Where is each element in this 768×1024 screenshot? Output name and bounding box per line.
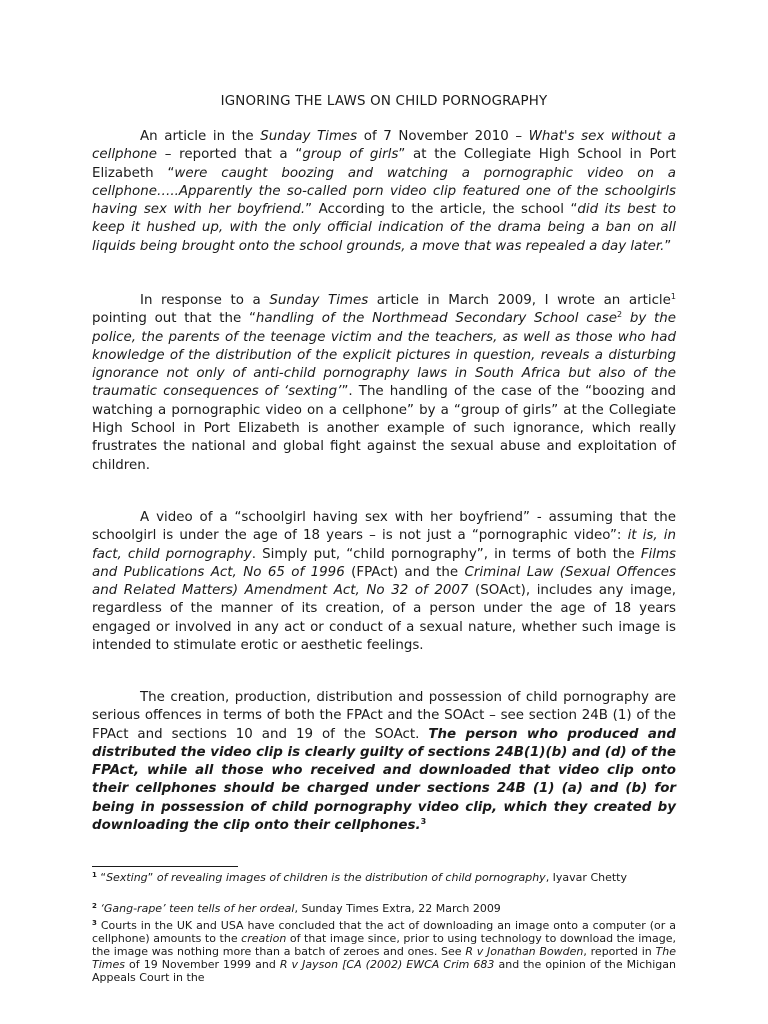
- text-span: ”. The handling of the case of the “boozing and watching a pornographic video on a cellphone” by a “group of girls” at the Collegiate High School in Port Elizabeth is another example of such ignorance, which really frustrates the national and global fight against the sexual abuse and exploitation of children.: [92, 384, 676, 473]
- text-span: , reported in: [583, 945, 656, 958]
- text-span: ” at the Collegiate High School in Port Elizabeth “: [92, 147, 676, 181]
- text-span: did its best to keep it hushed up, with the only official indication of the drama being a ban on all liquids being brought onto the school grounds, a move that was repealed a day later.: [92, 202, 676, 254]
- text-span: pointing out that the “: [92, 311, 256, 327]
- text-span: R v Jonathan Bowden: [465, 945, 584, 958]
- footnote-number: 1: [92, 871, 97, 879]
- text-span: (SOAct), includes any image, regardless of the manner of its creation, of a person under the age of 18 years engaged or involved in any act or conduct of a sexual nature, whether such image is intended to stimulate erotic or aesthetic feelings.: [92, 583, 676, 654]
- text-span: The Times: [92, 945, 676, 971]
- text-span: Sexting: [106, 871, 148, 884]
- footnote-1: [92, 871, 676, 884]
- text-span: ”: [147, 871, 157, 884]
- footnote-ref-2: 2: [617, 310, 623, 320]
- text-span: (FPAct) and the: [344, 564, 465, 580]
- text-span: Criminal Law (Sexual Offences and Related Matters) Amendment Act, No 32 of 2007: [92, 564, 676, 599]
- text-span: ” According to the article, the school “: [305, 202, 578, 218]
- footnote-number: 2: [92, 902, 97, 910]
- text-span: of 7 November 2010 –: [357, 129, 529, 144]
- text-span: of that image since, prior to using technology to download the image, the image was nothing more than a batch of zeroes and ones. See: [92, 932, 676, 958]
- text-span: article in March 2009, I wrote an article: [368, 293, 671, 308]
- paragraph-1: [92, 128, 676, 256]
- footnote-ref-1: 1: [670, 292, 676, 301]
- footnote-number: 3: [92, 919, 97, 927]
- text-span: Sunday Times: [269, 293, 369, 308]
- text-span: Films and Publications Act, No 65 of 1996: [92, 546, 676, 580]
- text-span: . Simply put, “child pornography”, in terms of both the: [251, 546, 641, 562]
- text-span: , Sunday Times Extra, 22 March 2009: [294, 902, 501, 915]
- text-span: and the opinion of the Michigan Appeals Court in the: [92, 958, 676, 984]
- text-span: A video of a “schoolgirl having sex with her boyfriend” - assuming that the schoolgirl is under the age of 18 years – is not just a “pornographic video”:: [92, 510, 676, 544]
- paragraph-3: [92, 509, 676, 655]
- footnote-separator: [92, 866, 238, 867]
- text-span: handling of the Northmead Secondary School case: [255, 311, 617, 327]
- text-span: R v Jayson [CA (2002) EWCA Crim 683: [279, 958, 495, 971]
- footnote-3: [92, 919, 676, 984]
- text-span: creation: [241, 932, 287, 945]
- text-span: What's sex without a cellphone: [92, 129, 677, 163]
- text-span: – reported that a “: [156, 147, 303, 163]
- text-span: ”: [664, 238, 672, 254]
- text-span: “: [96, 871, 107, 884]
- paragraph-4: [92, 689, 676, 835]
- text-span: of 19 November 1999 and: [125, 958, 280, 971]
- paragraph-2: [92, 292, 676, 475]
- text-span: In response to a: [140, 293, 270, 308]
- text-span: by the police, the parents of the teenage victim and the teachers, as well as those who had knowledge of the distribution of the explicit pictures in question, reveals a disturbing ignorance not only of anti-child pornography laws in South Africa but also of the traumatic consequences of ‘sexting’: [92, 311, 676, 400]
- text-span: Courts in the UK and USA have concluded that the act of downloading an image onto a computer (or a cellphone) amounts to the: [92, 919, 676, 945]
- text-span: The creation, production, distribution and possession of child pornography are serious offences in terms of both the FPAct and the SOAct – see section 24B (1) of the FPAct and sections 10 and 19 of the SOAct.: [92, 690, 676, 742]
- text-span: , Iyavar Chetty: [545, 871, 628, 884]
- footnote-ref-3: 3: [420, 817, 427, 827]
- text-span: Sunday Times: [260, 129, 358, 144]
- text-span: ‘Gang-rape’ teen tells of her ordeal: [100, 902, 295, 915]
- footnote-2: [92, 902, 676, 915]
- text-span: The person who produced and distributed the video clip is clearly guilty of sections 24B(1)(b) and (d) of the FPAct, while all those who received and downloaded that video clip onto their cellphones should be charged under sections 24B (1) (a) and (b) for being in possession of child pornography video clip, which they created by downloading the clip onto their cellphones.: [92, 726, 676, 834]
- text-span: were caught boozing and watching a pornographic video on a cellphone…..Apparently the so-called porn video clip featured one of the schoolgirls having sex with her boyfriend.: [92, 165, 676, 218]
- text-span: of revealing images of children is the distribution of child pornography: [156, 871, 546, 884]
- text-span: group of girls: [302, 147, 399, 163]
- text-span: An article in the: [140, 129, 261, 144]
- text-span: it is, in fact, child pornography: [92, 528, 676, 562]
- document-title: IGNORING THE LAWS ON CHILD PORNOGRAPHY: [220, 94, 548, 109]
